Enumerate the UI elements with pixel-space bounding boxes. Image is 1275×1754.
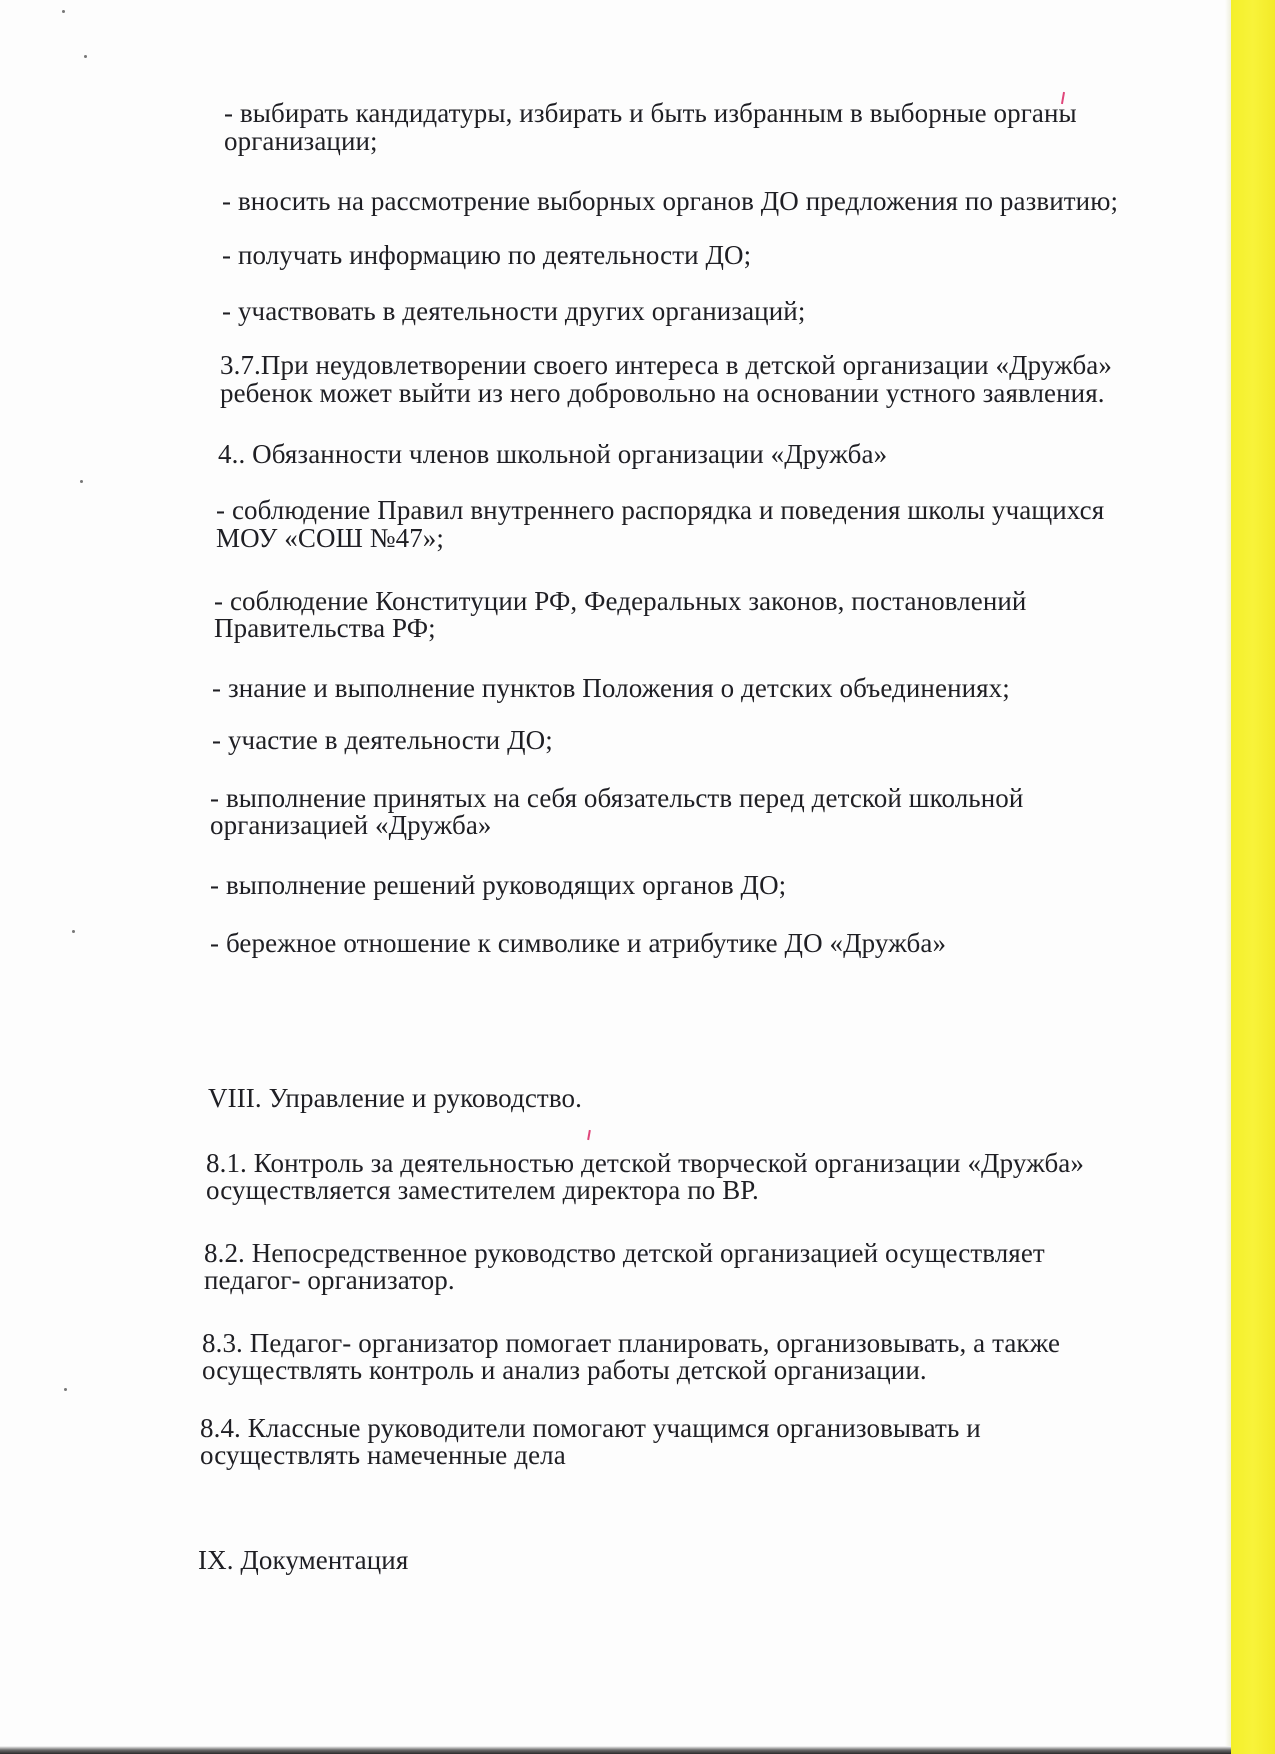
scan-speck (84, 55, 87, 58)
scan-speck (72, 930, 75, 933)
section-heading: IX. Документация (198, 1545, 409, 1575)
doc-line: 8.3. Педагог- организатор помогает планировать, организовывать, а также (202, 1328, 1061, 1358)
doc-line: - получать информацию по деятельности ДО; (222, 240, 752, 270)
doc-line: - выполнение принятых на себя обязательств перед детской школьной (210, 783, 1024, 813)
yellow-page-edge (1231, 0, 1275, 1754)
section-heading: VIII. Управление и руководство. (208, 1083, 582, 1113)
doc-line: - выполнение решений руководящих органов ДО; (210, 870, 787, 900)
doc-line: осуществлять контроль и анализ работы детской организации. (202, 1355, 927, 1385)
scan-speck (64, 1388, 67, 1391)
doc-line: - бережное отношение к символике и атрибутике ДО «Дружба» (210, 928, 947, 958)
doc-line: ребенок может выйти из него добровольно на основании устного заявления. (220, 378, 1105, 408)
doc-line: организацией «Дружба» (210, 810, 492, 840)
doc-line: 8.2. Непосредственное руководство детской организацией осуществляет (204, 1238, 1045, 1268)
doc-line: - соблюдение Конституции РФ, Федеральных законов, постановлений (214, 586, 1027, 616)
doc-line: педагог- организатор. (204, 1265, 455, 1295)
page-edge-shadow (1225, 0, 1231, 1754)
section-heading: 4.. Обязанности членов школьной организации «Дружба» (218, 439, 888, 469)
doc-line: осуществляется заместителем директора по ВР. (206, 1175, 759, 1205)
doc-line: - участие в деятельности ДО; (212, 725, 553, 755)
doc-line: 8.4. Классные руководители помогают учащимся организовывать и (200, 1413, 981, 1443)
doc-line: - вносить на рассмотрение выборных органов ДО предложения по развитию; (222, 186, 1119, 216)
scan-speck (80, 480, 83, 483)
doc-line: - знание и выполнение пунктов Положения о детских объединениях; (212, 673, 1010, 703)
doc-line: организации; (224, 126, 378, 156)
doc-line: осуществлять намеченные дела (200, 1440, 566, 1470)
scanner-bottom-edge (0, 1746, 1231, 1754)
doc-line: - участвовать в деятельности других организаций; (222, 296, 806, 326)
doc-line: 8.1. Контроль за деятельностью детской творческой организации «Дружба» (206, 1148, 1084, 1178)
scan-speck (62, 10, 65, 13)
doc-line: - соблюдение Правил внутреннего распорядка и поведения школы учащихся (216, 495, 1105, 525)
doc-line: Правительства РФ; (214, 613, 436, 643)
doc-line: 3.7.При неудовлетворении своего интереса в детской организации «Дружба» (220, 350, 1112, 380)
doc-line: - выбирать кандидатуры, избирать и быть избранным в выборные органы (224, 98, 1077, 128)
doc-line: МОУ «СОШ №47»; (216, 523, 445, 553)
ink-mark (587, 1130, 591, 1140)
